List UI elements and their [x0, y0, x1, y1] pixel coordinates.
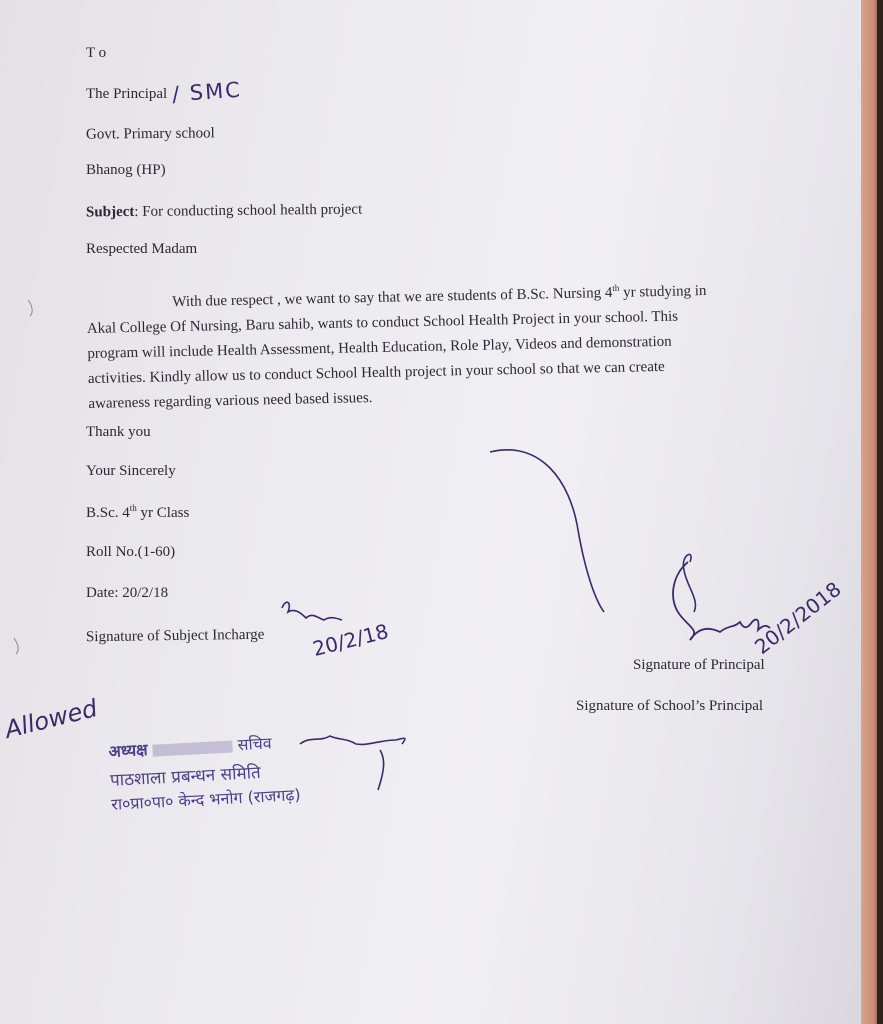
stamp-signature-tail: [378, 750, 384, 790]
stamp-line-2: पाठशाला प्रबन्धन समिति: [109, 763, 262, 791]
principal-handwritten: / SMC: [171, 77, 243, 107]
to-line: T o: [86, 45, 107, 61]
date-line: Date: 20/2/18: [86, 585, 169, 601]
incharge-date-handwritten: 20/2/18: [310, 619, 391, 661]
principal-signature-scrawl: [673, 562, 770, 640]
stamp-smudge: [152, 740, 233, 756]
para-line-3: program will include Health Assessment, Health Education, Role Play, Videos and demonstration: [87, 333, 672, 362]
roll-line: Roll No.(1-60): [86, 544, 176, 560]
class-sup: th: [129, 503, 137, 513]
sig-subject-label: Signature of Subject Incharge: [85, 626, 265, 646]
margin-mark: [28, 300, 32, 316]
incharge-signature-stroke: [282, 602, 342, 620]
para-line-4: activities. Kindly allow us to conduct School Health project in your school so that we can create: [87, 358, 665, 387]
principal-signature-loop: [683, 554, 695, 612]
page-edge-dark: [877, 0, 883, 1024]
principal-signature-stroke: [490, 450, 604, 612]
principal-typed: The Principal: [86, 86, 168, 102]
para-line-2: Akal College Of Nursing, Baru sahib, wants to conduct School Health Project in your school. This: [86, 308, 679, 337]
sig-school-principal-label: Signature of School’s Principal: [576, 698, 764, 714]
subject-label: Subject: [85, 203, 135, 221]
para-line-1-a: With due respect , we want to say that we are students of B.Sc. Nursing 4: [172, 284, 613, 311]
place-line: Bhanog (HP): [86, 162, 166, 178]
stamp-line-1a: अध्यक्ष: [108, 739, 149, 761]
para-line-5: awareness regarding various need based issues.: [88, 390, 373, 412]
thanks-line: Thank you: [86, 424, 151, 440]
sig-principal-label: Signature of Principal: [633, 657, 765, 673]
closing-line: Your Sincerely: [86, 463, 176, 479]
allowed-handwritten: Allowed: [2, 694, 101, 744]
subject-text: : For conducting school health project: [134, 201, 363, 220]
principal-date-handwritten: 20/2/2018: [750, 576, 846, 659]
stamp-line-1b: सचिव: [237, 733, 273, 755]
salutation: Respected Madam: [86, 241, 198, 257]
para-line-1-sup: th: [612, 282, 620, 293]
margin-mark-2: [14, 638, 18, 654]
class-a: B.Sc. 4: [86, 505, 130, 521]
stamp-line-3: रा०प्रा०पा० केन्द भनोग (राजगढ़): [110, 785, 302, 814]
school-stamp: [108, 727, 352, 814]
school-line: Govt. Primary school: [85, 125, 215, 143]
para-line-1-b: yr studying in: [619, 283, 707, 301]
class-b: yr Class: [136, 505, 190, 521]
